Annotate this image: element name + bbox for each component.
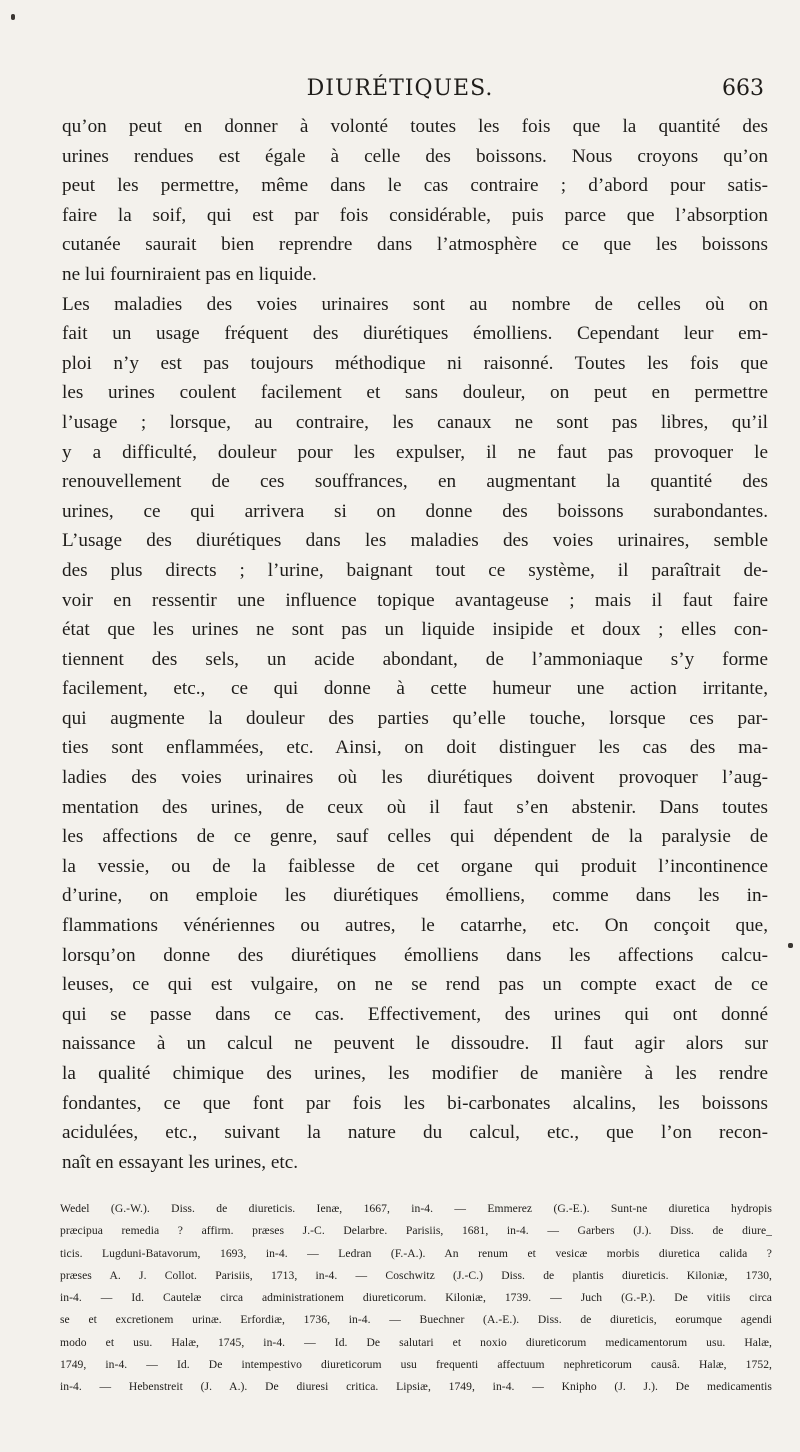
text-line: ladies des voies urinaires où les diurétiques doivent provoquer l’aug- (62, 767, 768, 789)
text-line: renouvellement de ces souffrances, en augmentant la quantité des (62, 471, 768, 493)
text-line: la qualité chimique des urines, les modifier de manière à les rendre (62, 1063, 768, 1084)
page-number: 663 (722, 76, 764, 101)
bibliography (60, 1198, 772, 1399)
text-line: urines rendues est égale à celle des boissons. Nous croyons qu’on (62, 145, 768, 167)
bibliography-line: se et excretionem urinæ. Erfordiæ, 1736, in-4. — Buechner (A.-E.). Diss. de diureticis, eorumque agendi (60, 1313, 772, 1327)
text-line: l’usage ; lorsque, au contraire, les canaux ne sont pas libres, qu’il (62, 411, 768, 433)
text-line: la vessie, ou de la faiblesse de cet organe qui produit l’incontinence (62, 855, 768, 877)
bibliography-line: præses A. J. Collot. Parisiis, 1713, in-4. — Coschwitz (J.-C.) Diss. de plantis diureticis. Kiloniæ, 1730, (60, 1268, 772, 1282)
text-line: faire la soif, qui est par fois considérable, puis parce que l’absorption (62, 204, 768, 226)
bibliography-line: 1749, in-4. — Id. De intempestivo diureticorum usu frequenti affectuum nephreticorum causâ. Halæ, 1752, (60, 1358, 772, 1372)
text-line: qu’on peut en donner à volonté toutes les fois que la quantité des (62, 116, 768, 137)
paragraph-1 (60, 112, 768, 290)
text-line: acidulées, etc., suivant la nature du calcul, etc., que l’on recon- (62, 1122, 768, 1144)
text-line: naît en essayant les urines, etc. (62, 1151, 299, 1173)
text-line: les affections de ce genre, sauf celles qui dépendent de la paralysie de (62, 826, 768, 848)
bibliography-line: in-4. — Id. Cautelæ circa administrationem diureticorum. Kiloniæ, 1739. — Juch (G.-P.). De vitiis circa (60, 1291, 772, 1305)
text-line: naissance à un calcul ne peuvent le dissoudre. Il faut agir alors sur (62, 1033, 768, 1055)
text-line: flammations vénériennes ou autres, le catarrhe, etc. On conçoit que, (62, 915, 768, 937)
text-line: les urines coulent facilement et sans douleur, on peut en permettre (62, 382, 768, 404)
text-line: qui augmente la douleur des parties qu’elle touche, lorsque ces par- (62, 707, 768, 729)
text-line: ne lui fourniraient pas en liquide. (62, 263, 317, 285)
text-line: lorsqu’on donne des diurétiques émolliens dans les affections calcu- (62, 944, 768, 966)
text-line: qui se passe dans ce cas. Effectivement, des urines qui ont donné (62, 1003, 768, 1025)
bibliography-line: ticis. Lugduni-Batavorum, 1693, in-4. — Ledran (F.-A.). An renum et vesicæ morbis diuretica calida ? (60, 1246, 772, 1260)
ink-speck (11, 14, 15, 20)
text-line: cutanée saurait bien reprendre dans l’atmosphère ce que les boissons (62, 234, 768, 256)
text-line: fondantes, ce que font par fois les bi-carbonates alcalins, les boissons (62, 1092, 768, 1114)
text-line: mentation des urines, de ceux où il faut s’en abstenir. Dans toutes (62, 796, 768, 818)
text-line: ploi n’y est pas toujours méthodique ni raisonné. Toutes les fois que (62, 352, 768, 374)
text-line: ties sont enflammées, etc. Ainsi, on doit distinguer les cas des ma- (62, 737, 768, 759)
bibliography-line: in-4. — Hebenstreit (J. A.). De diuresi critica. Lipsiæ, 1749, in-4. — Knipho (J. J.). De medicamentis (60, 1380, 772, 1394)
page-header (0, 74, 800, 110)
bibliography-line: Wedel (G.-W.). Diss. de diureticis. Ienæ, 1667, in-4. — Emmerez (G.-E.). Sunt-ne diuretica hydropis (60, 1202, 772, 1215)
text-line: tiennent des sels, un acide abondant, de l’ammoniaque s’y forme (62, 648, 768, 670)
running-title: DIURÉTIQUES. (306, 76, 494, 101)
text-line: Les maladies des voies urinaires sont au nombre de celles où on (62, 293, 768, 315)
text-line: d’urine, on emploie les diurétiques émolliens, comme dans les in- (62, 885, 768, 907)
text-line: facilement, etc., ce qui donne à cette humeur une action irritante, (62, 678, 768, 700)
ink-speck (788, 943, 793, 948)
text-line: urines, ce qui arrivera si on donne des boissons surabondantes. (62, 500, 768, 522)
bibliography-line: modo et usu. Halæ, 1745, in-4. — Id. De salutari et noxio diureticorum medicamentorum usu. Halæ, (60, 1335, 772, 1349)
main-text (60, 112, 768, 1177)
paragraph-2 (60, 290, 768, 1178)
text-line: y a difficulté, douleur pour les expulser, il ne faut pas provoquer le (62, 441, 768, 463)
text-line: état que les urines ne sont pas un liquide insipide et doux ; elles con- (62, 619, 768, 641)
bibliography-line: præcipua remedia ? affirm. præses J.-C. Delarbre. Parisiis, 1681, in-4. — Garbers (J.). Diss. de diure_ (60, 1224, 772, 1238)
text-line: peut les permettre, même dans le cas contraire ; d’abord pour satis- (62, 175, 768, 197)
text-line: des plus directs ; l’urine, baignant tout ce système, il paraîtrait de- (62, 559, 768, 581)
text-line: leuses, ce qui est vulgaire, on ne se rend pas un compte exact de ce (62, 974, 768, 996)
text-line: voir en ressentir une influence topique avantageuse ; mais il faut faire (62, 589, 768, 611)
text-line: L’usage des diurétiques dans les maladies des voies urinaires, semble (62, 530, 768, 552)
text-line: fait un usage fréquent des diurétiques émolliens. Cependant leur em- (62, 323, 768, 345)
